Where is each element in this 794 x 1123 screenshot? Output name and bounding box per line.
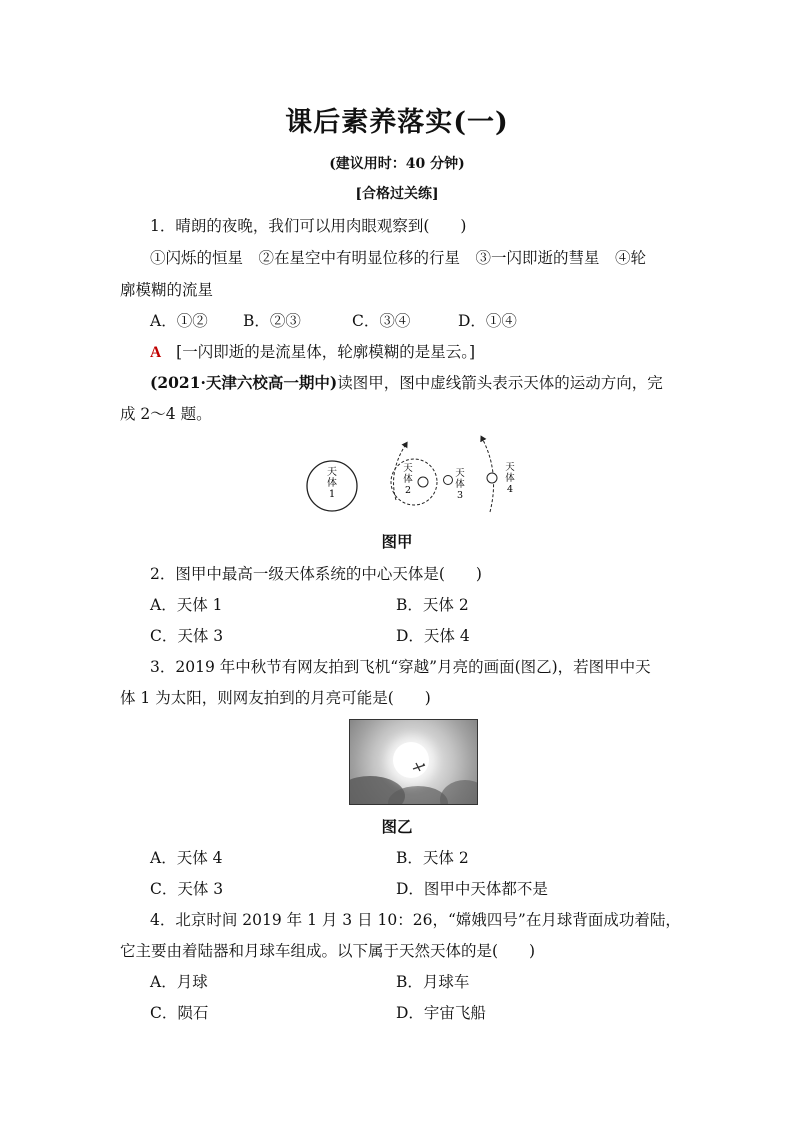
body2-label-2: 体 bbox=[403, 474, 413, 485]
q1-option-d: D．①④ bbox=[458, 312, 517, 330]
q1-answer-line bbox=[150, 342, 475, 363]
body3-label-3: 3 bbox=[456, 490, 464, 501]
page-title: 课后素养落实(一) bbox=[285, 107, 509, 138]
moon-disc bbox=[393, 742, 429, 778]
figure-b-caption: 图乙 bbox=[381, 817, 413, 836]
q1-option-b: B．②③ bbox=[243, 312, 301, 330]
section-heading: [合格过关练] bbox=[355, 186, 439, 202]
body3-label-1: 天 bbox=[455, 468, 465, 479]
body2-orbit bbox=[391, 459, 437, 505]
q2-stem: 2．图甲中最高一级天体系统的中心天体是( ) bbox=[150, 565, 482, 583]
body1-label-3: 1 bbox=[328, 489, 336, 500]
q1-statement-line2: 廓模糊的流星 bbox=[120, 281, 214, 299]
q1-explanation: [一闪即逝的是流星体，轮廓模糊的是星云。] bbox=[176, 343, 475, 361]
q2-option-b: B．天体 2 bbox=[396, 596, 469, 614]
q4-option-d: D．宇宙飞船 bbox=[396, 1004, 486, 1022]
q4-option-c: C．陨石 bbox=[150, 1004, 209, 1022]
q3-stem-line2: 体 1 为太阳，则网友拍到的月亮可能是( ) bbox=[120, 689, 431, 707]
time-note: (建议用时：40 分钟) bbox=[329, 156, 465, 172]
q3-option-b: B．天体 2 bbox=[396, 849, 469, 867]
body3-label-2: 体 bbox=[455, 479, 465, 490]
q4-option-a: A．月球 bbox=[150, 973, 208, 991]
figure-a-caption: 图甲 bbox=[381, 532, 413, 551]
q4-stem-line1: 4．北京时间 2019 年 1 月 3 日 10：26，“嫦娥四号”在月球背面成功着陆， bbox=[150, 911, 681, 929]
body1-label-2: 体 bbox=[327, 478, 337, 489]
airplane-icon bbox=[412, 762, 426, 772]
q1-answer: A bbox=[150, 344, 162, 361]
body2-core bbox=[418, 477, 428, 487]
q2-option-c: C．天体 3 bbox=[150, 627, 224, 645]
figure-a-diagram bbox=[296, 432, 526, 522]
body4-label-2: 体 bbox=[505, 473, 515, 484]
q4-option-b: B．月球车 bbox=[396, 973, 470, 991]
q3-option-c: C．天体 3 bbox=[150, 880, 224, 898]
body2-label-3: 2 bbox=[404, 485, 412, 496]
moon-airplane-photo bbox=[349, 719, 478, 805]
q2-option-d: D．天体 4 bbox=[396, 627, 470, 645]
q2-option-a: A．天体 1 bbox=[150, 596, 223, 614]
intro-line2: 成 2～4 题。 bbox=[120, 405, 212, 423]
q4-stem-line2: 它主要由着陆器和月球车组成。以下属于天然天体的是( ) bbox=[120, 942, 536, 960]
q1-option-a: A．①② bbox=[150, 312, 208, 330]
body4-label-3: 4 bbox=[506, 484, 514, 495]
intro-line1 bbox=[150, 373, 663, 393]
q1-option-c: C．③④ bbox=[352, 312, 411, 330]
intro-text: 读图甲，图中虚线箭头表示天体的运动方向，完 bbox=[337, 374, 663, 392]
q1-statement-line1: ①闪烁的恒星 ②在星空中有明显位移的行星 ③一闪即逝的彗星 ④轮 bbox=[150, 249, 647, 267]
q3-stem-line1: 3．2019 年中秋节有网友拍到飞机“穿越”月亮的画面(图乙)，若图甲中天 bbox=[150, 658, 651, 676]
body3-circle bbox=[444, 476, 453, 485]
q1-stem: 1．晴朗的夜晚，我们可以用肉眼观察到( ) bbox=[150, 217, 467, 235]
body1-label-1: 天 bbox=[327, 467, 337, 478]
body2-label-1: 天 bbox=[403, 463, 413, 474]
body4-circle bbox=[487, 473, 497, 483]
body4-label-1: 天 bbox=[505, 462, 515, 473]
intro-source: (2021·天津六校高一期中) bbox=[150, 373, 338, 392]
q3-option-a: A．天体 4 bbox=[150, 849, 223, 867]
cloud-shape bbox=[440, 780, 478, 805]
q3-option-d: D．图甲中天体都不是 bbox=[396, 880, 548, 898]
